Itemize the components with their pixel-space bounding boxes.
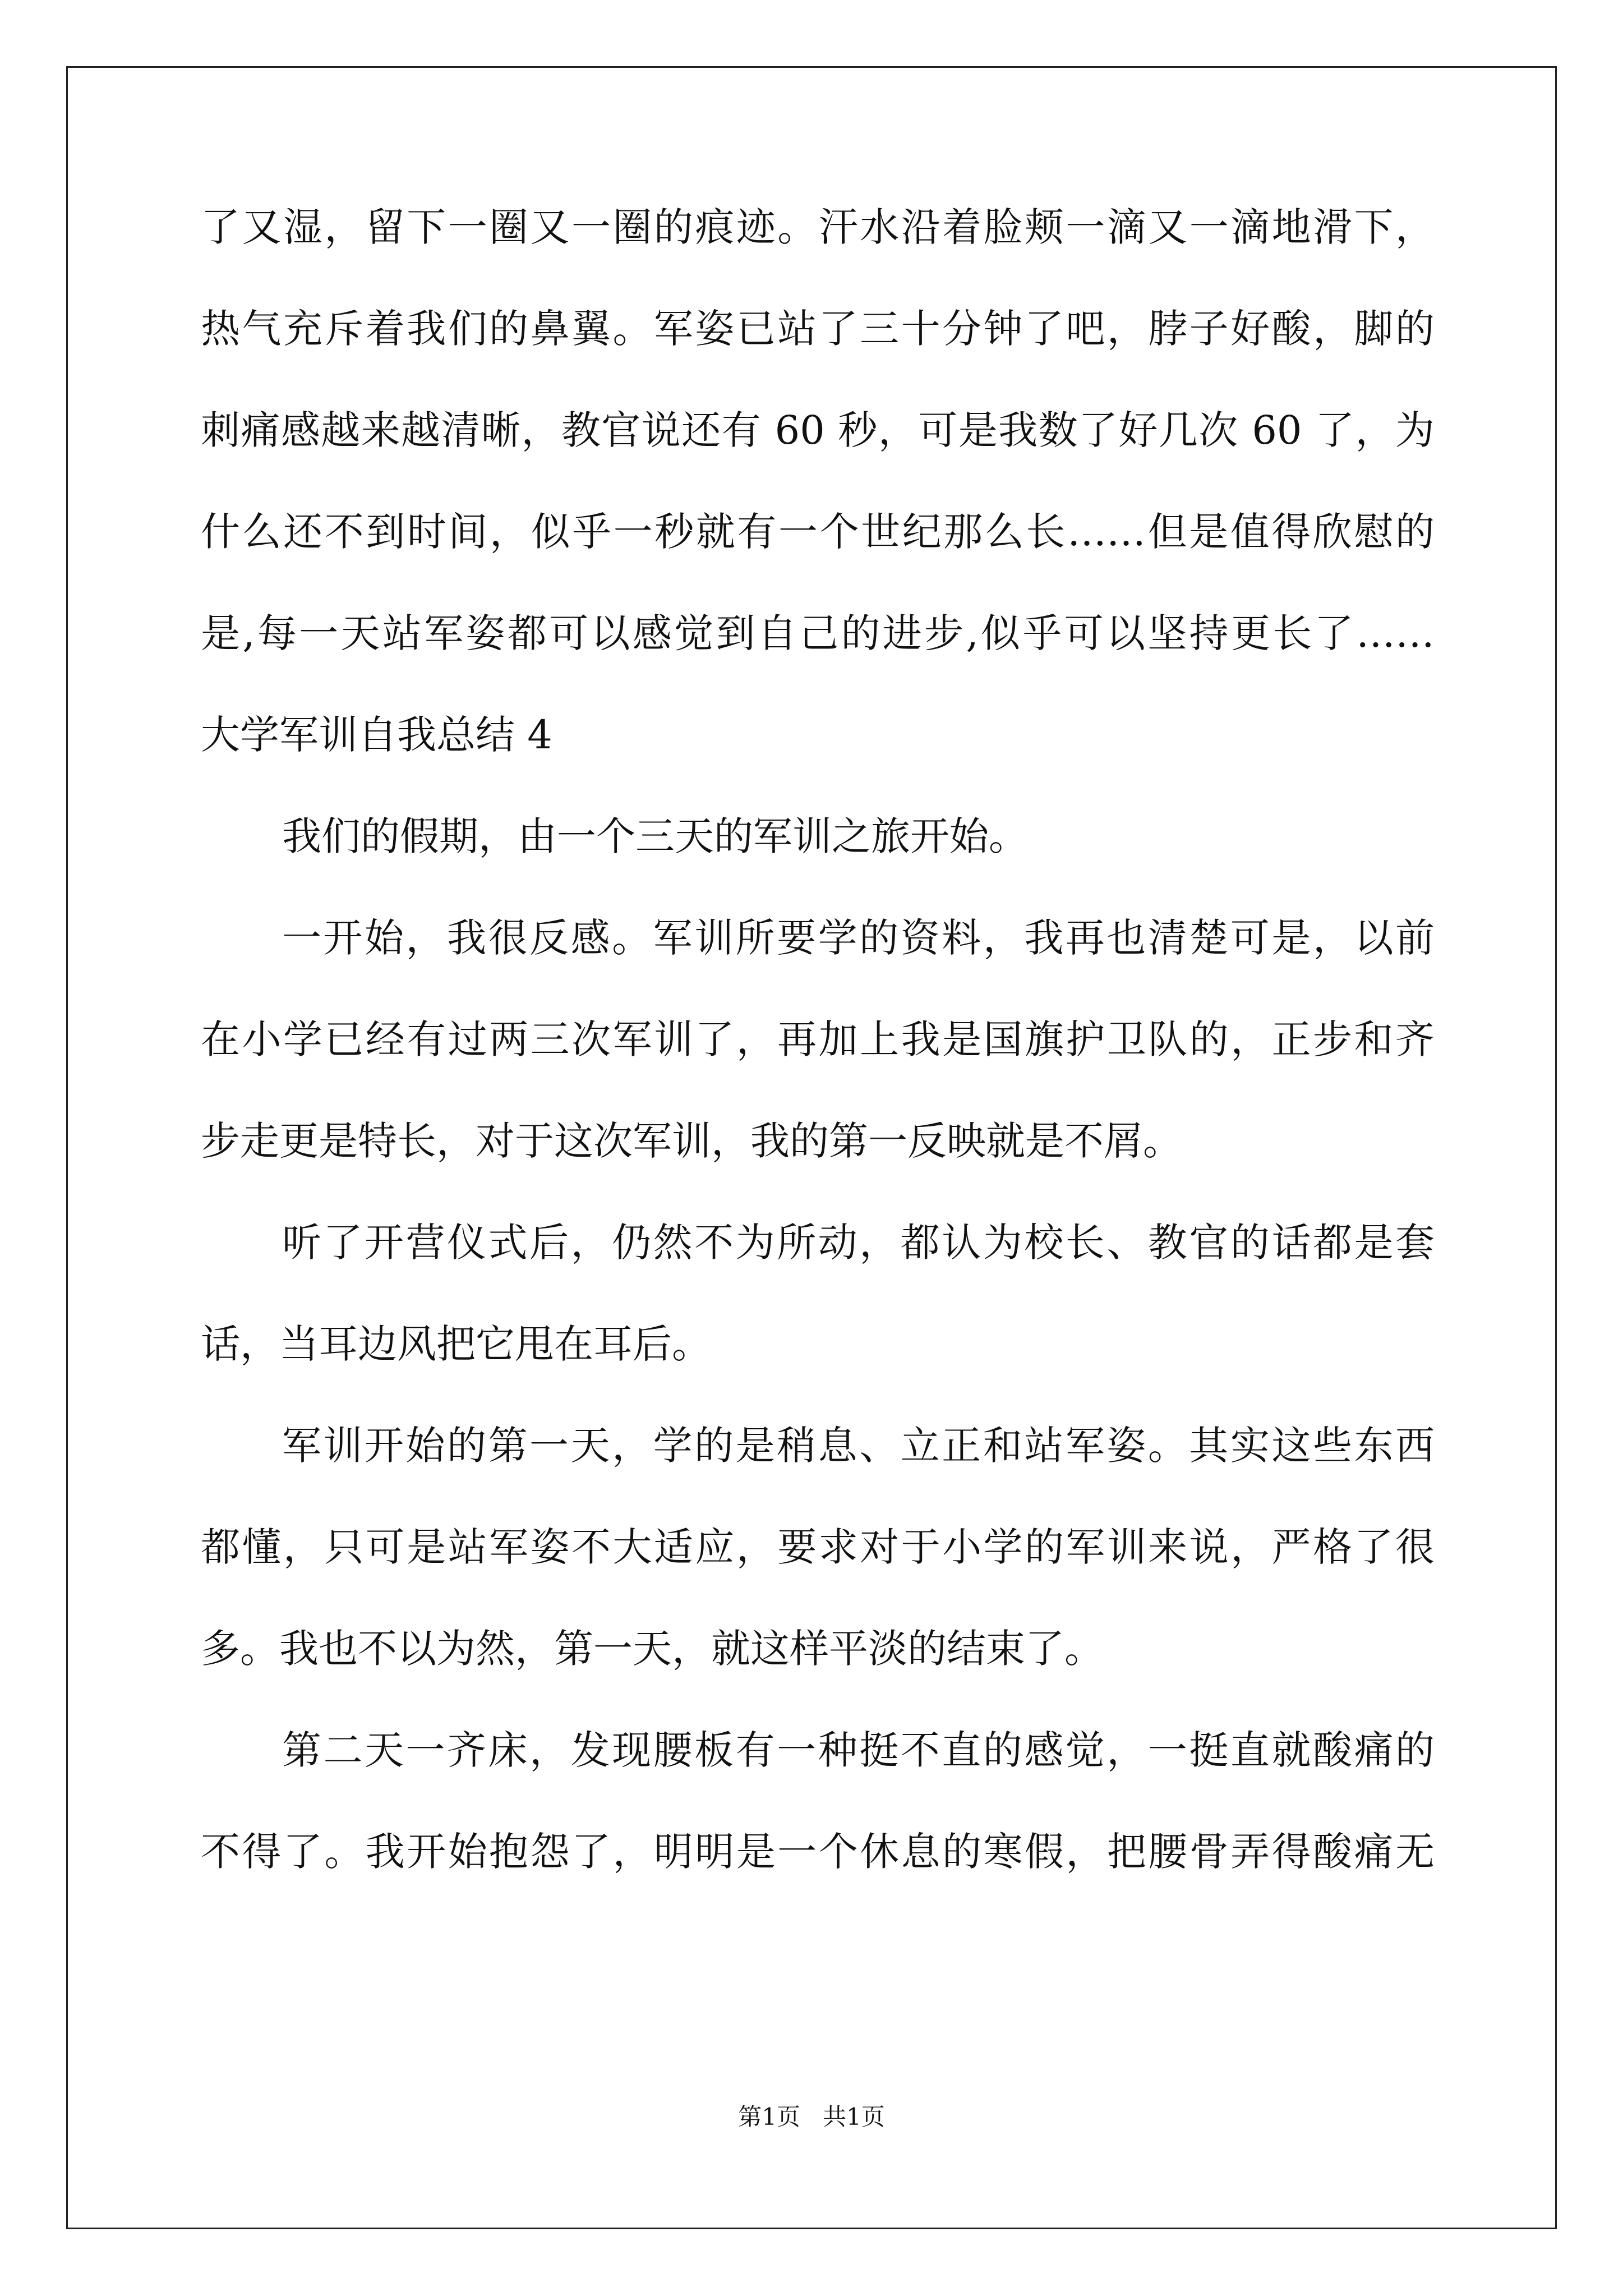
text-line: 步走更是特长，对于这次军训，我的第一反映就是不屑。 bbox=[201, 1118, 1182, 1164]
text-line: 是,每一天站军姿都可以感觉到自己的进步,似乎可以坚持更长了…… bbox=[201, 610, 1435, 656]
page-footer bbox=[0, 2100, 1623, 2134]
page-number-current: 第1页 bbox=[738, 2103, 800, 2131]
text-line: 什么还不到时间，似乎一秒就有一个世纪那么长……但是值得欣慰的 bbox=[201, 509, 1435, 555]
section-heading: 大学军训自我总结 4 bbox=[201, 712, 552, 758]
text-line: 军训开始的第一天，学的是稍息、立正和站军姿。其实这些东西 bbox=[282, 1423, 1435, 1469]
text-line: 都懂，只可是站军姿不大适应，要求对于小学的军训来说，严格了很 bbox=[201, 1524, 1435, 1570]
text-line: 刺痛感越来越清晰，教官说还有 60 秒，可是我数了好几次 60 了，为 bbox=[201, 407, 1435, 453]
text-line: 热气充斥着我们的鼻翼。军姿已站了三十分钟了吧，脖子好酸，脚的 bbox=[201, 306, 1435, 352]
text-line: 话，当耳边风把它甩在耳后。 bbox=[201, 1321, 711, 1367]
text-line: 多。我也不以为然，第一天，就这样平淡的结束了。 bbox=[201, 1626, 1104, 1672]
text-line: 听了开营仪式后，仍然不为所动，都认为校长、教官的话都是套 bbox=[282, 1220, 1435, 1266]
text-line: 不得了。我开始抱怨了，明明是一个休息的寒假，把腰骨弄得酸痛无 bbox=[201, 1829, 1435, 1875]
text-line: 了又湿，留下一圈又一圈的痕迹。汗水沿着脸颊一滴又一滴地滑下， bbox=[201, 204, 1435, 250]
text-line: 我们的假期，由一个三天的军训之旅开始。 bbox=[282, 813, 1028, 859]
text-line: 第二天一齐床，发现腰板有一种挺不直的感觉，一挺直就酸痛的 bbox=[282, 1727, 1435, 1773]
text-line: 在小学已经有过两三次军训了，再加上我是国旗护卫队的，正步和齐 bbox=[201, 1016, 1435, 1062]
text-line: 一开始，我很反感。军训所要学的资料，我再也清楚可是，以前 bbox=[282, 915, 1435, 961]
page-number-total: 共1页 bbox=[823, 2103, 885, 2131]
